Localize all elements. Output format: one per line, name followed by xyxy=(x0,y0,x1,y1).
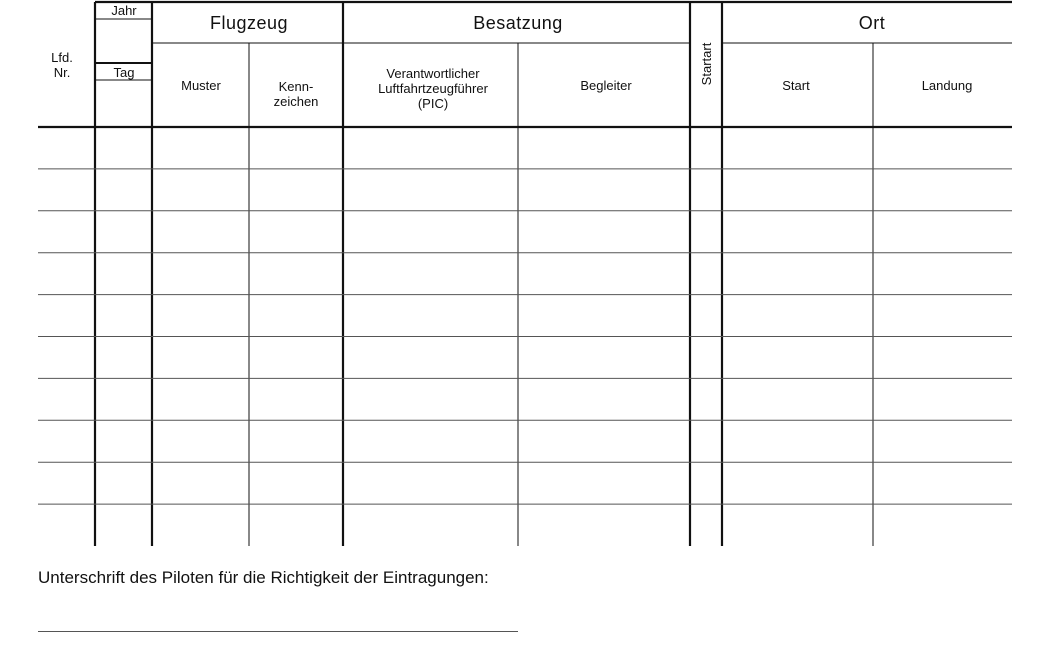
cell-pic[interactable] xyxy=(343,378,518,420)
cell-kennzeichen[interactable] xyxy=(249,253,343,295)
cell-landung[interactable] xyxy=(873,462,1012,504)
cell-kennzeichen[interactable] xyxy=(249,378,343,420)
cell-start[interactable] xyxy=(722,211,873,253)
cell-pic[interactable] xyxy=(343,420,518,462)
cell-pic[interactable] xyxy=(343,253,518,295)
table-row xyxy=(38,127,1012,169)
cell-jahr-tag[interactable] xyxy=(95,211,152,253)
header-besatzung: Besatzung xyxy=(473,13,563,33)
cell-lfd-nr[interactable] xyxy=(38,127,95,169)
cell-begleiter[interactable] xyxy=(518,337,690,379)
cell-pic[interactable] xyxy=(343,295,518,337)
table-row xyxy=(38,169,1012,211)
cell-start[interactable] xyxy=(722,127,873,169)
cell-begleiter[interactable] xyxy=(518,295,690,337)
cell-startart[interactable] xyxy=(690,378,722,420)
table-row xyxy=(38,253,1012,295)
header-begleiter: Begleiter xyxy=(580,78,632,93)
cell-landung[interactable] xyxy=(873,295,1012,337)
cell-jahr-tag[interactable] xyxy=(95,337,152,379)
cell-lfd-nr[interactable] xyxy=(38,295,95,337)
cell-jahr-tag[interactable] xyxy=(95,378,152,420)
cell-startart[interactable] xyxy=(690,127,722,169)
cell-landung[interactable] xyxy=(873,337,1012,379)
signature-label: Unterschrift des Piloten für die Richtigkeit der Eintragungen: xyxy=(38,568,489,587)
header-start: Start xyxy=(782,78,810,93)
cell-start[interactable] xyxy=(722,337,873,379)
header-pic-line3: (PIC) xyxy=(417,96,449,111)
cell-startart[interactable] xyxy=(690,504,722,546)
cell-landung[interactable] xyxy=(873,127,1012,169)
table-row xyxy=(38,337,1012,379)
header-flugzeug: Flugzeug xyxy=(209,13,289,33)
header-jahr: Jahr xyxy=(111,3,137,18)
cell-kennzeichen[interactable] xyxy=(249,337,343,379)
cell-kennzeichen[interactable] xyxy=(249,504,343,546)
cell-start[interactable] xyxy=(722,462,873,504)
cell-startart[interactable] xyxy=(690,337,722,379)
cell-begleiter[interactable] xyxy=(518,253,690,295)
cell-lfd-nr[interactable] xyxy=(38,378,95,420)
data-rows xyxy=(38,127,1012,546)
cell-kennzeichen[interactable] xyxy=(249,420,343,462)
cell-begleiter[interactable] xyxy=(518,378,690,420)
header-muster: Muster xyxy=(181,78,221,93)
cell-jahr-tag[interactable] xyxy=(95,295,152,337)
cell-startart[interactable] xyxy=(690,211,722,253)
cell-start[interactable] xyxy=(722,295,873,337)
cell-pic[interactable] xyxy=(343,337,518,379)
cell-landung[interactable] xyxy=(873,420,1012,462)
cell-kennzeichen[interactable] xyxy=(249,211,343,253)
cell-jahr-tag[interactable] xyxy=(95,462,152,504)
cell-landung[interactable] xyxy=(873,378,1012,420)
cell-begleiter[interactable] xyxy=(518,462,690,504)
cell-startart[interactable] xyxy=(690,420,722,462)
cell-jahr-tag[interactable] xyxy=(95,504,152,546)
cell-jahr-tag[interactable] xyxy=(95,127,152,169)
header-pic-line2: Luftfahrtzeugführer xyxy=(378,81,488,96)
table-row xyxy=(38,462,1012,504)
cell-lfd-nr[interactable] xyxy=(38,211,95,253)
cell-pic[interactable] xyxy=(343,169,518,211)
cell-kennzeichen[interactable] xyxy=(249,169,343,211)
cell-lfd-nr[interactable] xyxy=(38,253,95,295)
cell-jahr-tag[interactable] xyxy=(95,169,152,211)
cell-kennzeichen[interactable] xyxy=(249,295,343,337)
cell-muster[interactable] xyxy=(152,253,249,295)
header-ort: Ort xyxy=(858,13,886,33)
cell-start[interactable] xyxy=(722,169,873,211)
cell-kennzeichen[interactable] xyxy=(249,127,343,169)
cell-landung[interactable] xyxy=(873,211,1012,253)
cell-muster[interactable] xyxy=(152,295,249,337)
cell-pic[interactable] xyxy=(343,504,518,546)
signature-line[interactable] xyxy=(38,631,518,632)
cell-landung[interactable] xyxy=(873,504,1012,546)
cell-muster[interactable] xyxy=(152,462,249,504)
cell-start[interactable] xyxy=(722,253,873,295)
header-kennzeichen-line1: Kenn- xyxy=(278,79,314,94)
cell-lfd-nr[interactable] xyxy=(38,420,95,462)
cell-kennzeichen[interactable] xyxy=(249,462,343,504)
cell-begleiter[interactable] xyxy=(518,169,690,211)
header-tag: Tag xyxy=(113,65,135,80)
cell-muster[interactable] xyxy=(152,420,249,462)
cell-lfd-nr[interactable] xyxy=(38,169,95,211)
cell-startart[interactable] xyxy=(690,462,722,504)
cell-lfd-nr[interactable] xyxy=(38,337,95,379)
cell-startart[interactable] xyxy=(690,253,722,295)
cell-muster[interactable] xyxy=(152,127,249,169)
cell-landung[interactable] xyxy=(873,253,1012,295)
header-kennzeichen-line2: zeichen xyxy=(273,94,319,109)
header-startart: Startart xyxy=(699,42,714,86)
cell-startart[interactable] xyxy=(690,295,722,337)
cell-muster[interactable] xyxy=(152,211,249,253)
cell-muster[interactable] xyxy=(152,169,249,211)
header-lfd-nr-line2: Nr. xyxy=(53,65,71,80)
cell-lfd-nr[interactable] xyxy=(38,462,95,504)
table-row xyxy=(38,211,1012,253)
cell-muster[interactable] xyxy=(152,378,249,420)
table-row xyxy=(38,504,1012,546)
cell-pic[interactable] xyxy=(343,462,518,504)
cell-muster[interactable] xyxy=(152,504,249,546)
cell-startart[interactable] xyxy=(690,169,722,211)
cell-begleiter[interactable] xyxy=(518,127,690,169)
cell-begleiter[interactable] xyxy=(518,211,690,253)
cell-lfd-nr[interactable] xyxy=(38,504,95,546)
cell-muster[interactable] xyxy=(152,337,249,379)
cell-pic[interactable] xyxy=(343,127,518,169)
cell-begleiter[interactable] xyxy=(518,504,690,546)
cell-pic[interactable] xyxy=(343,211,518,253)
header-pic-line1: Verantwortlicher xyxy=(386,66,480,81)
cell-start[interactable] xyxy=(722,378,873,420)
header-landung: Landung xyxy=(921,78,973,93)
table-row xyxy=(38,295,1012,337)
cell-begleiter[interactable] xyxy=(518,420,690,462)
cell-jahr-tag[interactable] xyxy=(95,420,152,462)
header-lfd-nr-line1: Lfd. xyxy=(51,50,73,65)
cell-start[interactable] xyxy=(722,504,873,546)
table-row xyxy=(38,378,1012,420)
cell-jahr-tag[interactable] xyxy=(95,253,152,295)
table-row xyxy=(38,420,1012,462)
cell-start[interactable] xyxy=(722,420,873,462)
cell-landung[interactable] xyxy=(873,169,1012,211)
